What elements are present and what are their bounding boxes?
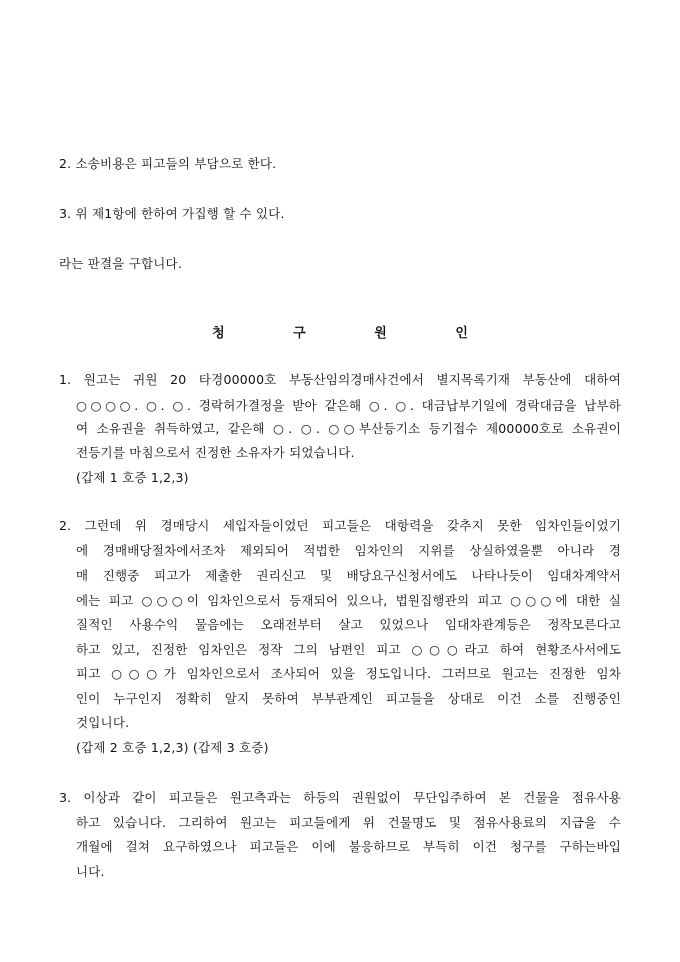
- cause-3-line: 니다.: [76, 864, 105, 879]
- claim-item-2: 2. 소송비용은 피고들의 부담으로 한다.: [59, 156, 277, 171]
- cause-2-line: 인이 누구인지 정확히 알지 못하여 부부관계인 피고들을 상대로 이건 소를 진행중인: [76, 691, 621, 706]
- cause-3-line: 하고 있습니다. 그리하여 원고는 피고들에게 위 건물명도 및 점유사용료의 지급을 수: [76, 815, 621, 830]
- cause-2-line: 에 경매배당절차에서조차 제외되어 적법한 임차인의 지위를 상실하였을뿐 아니라 경: [76, 543, 621, 558]
- cause-2-line: 2. 그런데 위 경매당시 세입자들이었던 피고들은 대항력을 갖추지 못한 임차인들이었기: [59, 518, 621, 533]
- cause-2-line: 피고 ○○○가 임차인으로서 조사되어 있을 정도입니다. 그러므로 원고는 진정한 임차: [76, 666, 621, 681]
- cause-heading: 청 구 원 인: [212, 326, 500, 341]
- cause-1-evidence: (갑제 1 호증 1,2,3): [76, 470, 189, 485]
- cause-2-line: 하고 있고, 진정한 임차인은 정작 그의 남편인 피고 ○○○라고 하여 현황조사서에도: [76, 642, 621, 657]
- claim-closing: 라는 판결을 구합니다.: [59, 256, 182, 271]
- cause-1-line: 여 소유권을 취득하였고, 같은해 ○. ○. ○○부산등기소 등기접수 제00000호로 소유권이: [76, 421, 621, 436]
- cause-1-line: ○○○○. ○. ○. 경락허가결정을 받아 같은해 ○. ○. 대금납부기일에 경락대금을 납부하: [76, 398, 621, 413]
- cause-2-line: 질적인 사용수익 물음에는 오래전부터 살고 있었으나 임대차관계등은 정작모른다고: [76, 617, 621, 632]
- cause-2-line: 것입니다.: [76, 715, 130, 730]
- cause-1-line: 전등기를 마침으로서 진정한 소유자가 되었습니다.: [76, 445, 355, 460]
- cause-2-line: 매 진행중 피고가 제출한 권리신고 및 배당요구신청서에도 나타나듯이 임대차계약서: [76, 568, 621, 583]
- claim-item-3: 3. 위 제1항에 한하여 가집행 할 수 있다.: [59, 206, 285, 221]
- cause-2-evidence: (갑제 2 호증 1,2,3) (갑제 3 호증): [76, 740, 269, 755]
- cause-2-line: 에는 피고 ○○○이 임차인으로서 등재되어 있으나, 법원집행관의 피고 ○○○에 대한 실: [76, 593, 621, 608]
- cause-3-line: 개월에 걸쳐 요구하였으나 피고들은 이에 불응하므로 부득히 이건 청구를 구하는바입: [76, 839, 621, 854]
- cause-1-line: 1. 원고는 귀원 20 타경00000호 부동산임의경매사건에서 별지목록기재 부동산에 대하여: [59, 372, 621, 387]
- cause-3-line: 3. 이상과 같이 피고들은 원고측과는 하등의 권원없이 무단입주하여 본 건물을 점유사용: [59, 790, 621, 805]
